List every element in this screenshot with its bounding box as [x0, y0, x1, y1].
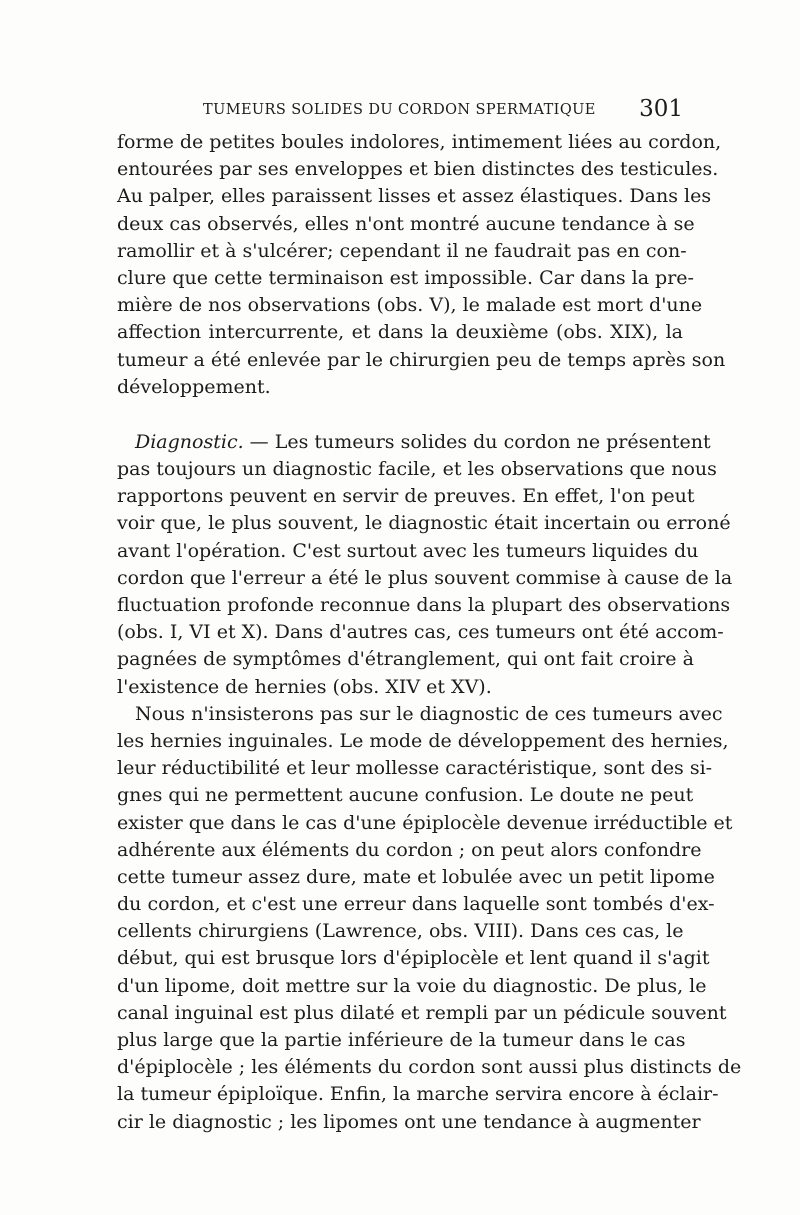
text-line: mière de nos observations (obs. V), le malade est mort d'une	[117, 294, 703, 317]
text-line: avant l'opération. C'est surtout avec les tumeurs liquides du	[117, 539, 699, 562]
text-line: cellents chirurgiens (Lawrence, obs. VIII). Dans ces cas, le	[117, 920, 684, 943]
text-line: adhérente aux éléments du cordon ; on peut alors confondre	[117, 838, 702, 861]
text-line: la tumeur épiploïque. Enfin, la marche servira encore à éclair-	[117, 1083, 719, 1106]
text-line: développement.	[117, 375, 271, 398]
text-line: Au palper, elles paraissent lisses et assez élastiques. Dans les	[117, 185, 712, 208]
text-line: cette tumeur assez dure, mate et lobulée avec un petit lipome	[117, 865, 715, 888]
text-line: cir le diagnostic ; les lipomes ont une tendance à augmenter	[117, 1110, 701, 1133]
text-line: cordon que l'erreur a été le plus souvent commise à cause de la	[117, 566, 733, 589]
running-title: TUMEURS SOLIDES DU CORDON SPERMATIQUE	[203, 102, 596, 118]
body-text	[117, 129, 742, 1136]
text-fragment: — Les tumeurs solides du cordon ne présentent	[243, 430, 711, 453]
text-line: affection intercurrente, et dans la deuxième (obs. XIX), la	[117, 321, 683, 344]
text-line: tumeur a été enlevée par le chirurgien peu de temps après son	[117, 348, 726, 371]
text-line: rapportons peuvent en servir de preuves. En effet, l'on peut	[117, 485, 695, 508]
text-line: deux cas observés, elles n'ont montré aucune tendance à se	[117, 212, 695, 235]
text-line: du cordon, et c'est une erreur dans laquelle sont tombés d'ex-	[117, 893, 715, 916]
text-line: Nous n'insisterons pas sur le diagnostic de ces tumeurs avec	[135, 702, 723, 725]
text-line: clure que cette terminaison est impossible. Car dans la pre-	[117, 266, 694, 289]
text-line: d'épiplocèle ; les éléments du cordon sont aussi plus distincts de	[117, 1056, 742, 1079]
text-line: les hernies inguinales. Le mode de développement des hernies,	[117, 729, 729, 752]
text-line: leur réductibilité et leur mollesse caractéristique, sont des si-	[117, 757, 713, 780]
text-line: pas toujours un diagnostic facile, et les observations que nous	[117, 458, 717, 481]
section-heading-diagnostic: Diagnostic.	[135, 430, 244, 453]
text-line: d'un lipome, doit mettre sur la voie du diagnostic. De plus, le	[117, 974, 707, 997]
diagnostic-first-line	[117, 429, 711, 456]
text-line: gnes qui ne permettent aucune confusion. Le doute ne peut	[117, 784, 694, 807]
running-head	[117, 96, 683, 126]
text-line: ramollir et à s'ulcérer; cependant il ne faudrait pas en con-	[117, 239, 687, 262]
text-line: entourées par ses enveloppes et bien distinctes des testicules.	[117, 158, 719, 181]
section-gap	[117, 401, 683, 429]
text-line: plus large que la partie inférieure de la tumeur dans le cas	[117, 1029, 686, 1051]
text-line: début, qui est brusque lors d'épiplocèle et lent quand il s'agit	[117, 947, 710, 970]
text-line: (obs. I, VI et X). Dans d'autres cas, ces tumeurs ont été accom-	[117, 621, 724, 644]
text-line: exister que dans le cas d'une épiplocèle devenue irréductible et	[117, 811, 733, 834]
text-line: pagnées de symptômes d'étranglement, qui ont fait croire à	[117, 648, 694, 671]
text-line: voir que, le plus souvent, le diagnostic était incertain ou erroné	[117, 512, 731, 535]
text-line: l'existence de hernies (obs. XIV et XV).	[117, 675, 492, 698]
text-line: canal inguinal est plus dilaté et rempli par un pédicule souvent	[117, 1001, 727, 1024]
text-line: forme de petites boules indolores, intimement liées au cordon,	[117, 131, 722, 153]
page-number: 301	[639, 96, 683, 122]
text-line: fluctuation profonde reconnue dans la plupart des observations	[117, 594, 731, 616]
